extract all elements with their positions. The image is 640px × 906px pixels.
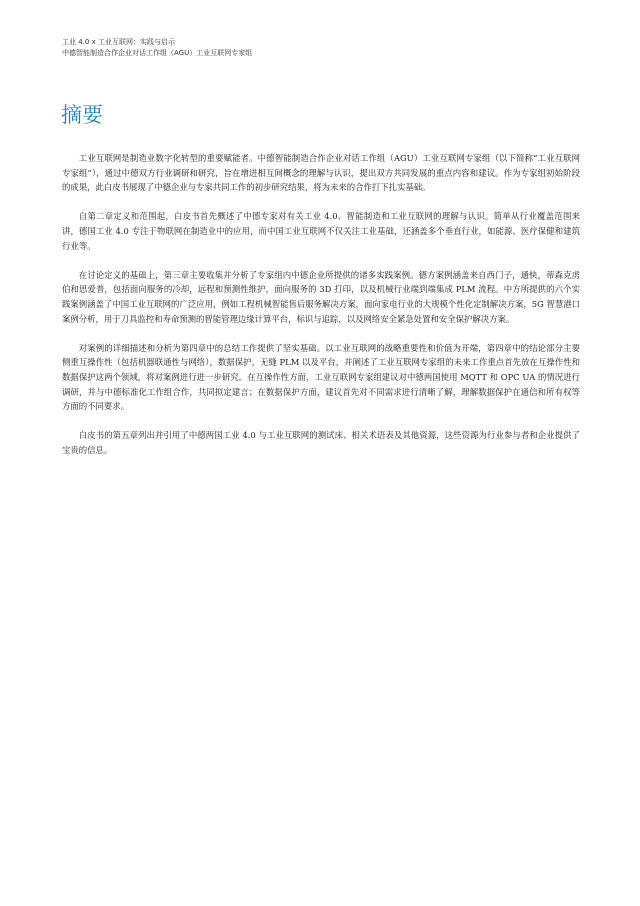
paragraph-chapter-5: 白皮书的第五章列出并引用了中德两国工业 4.0 与工业互联网的测试床、相关术语表及其他资源，这些资源为行业参与者和企业提供了宝贵的信息。 [62, 430, 580, 455]
paragraph-chapter-4: 对案例的详细描述和分析为第四章中的总结工作提供了坚实基础。以工业互联网的战略重要性和价值为开端，第四章中的结论部分主要侧重互操作性（包括机器联通性与网络），数据保护，无缝 PLM 以及平台，并阐述了工业互联网专家组的未来工作重点首先放在互操作性和数据保护这两个领域，将对案例进行进一步研究。在互操作性方面，工业互联网专家组建议对中德两国使用 MQTT 和 OPC UA 的情况进行调研，并与中德标准化工作组合作，共同拟定建言；在数据保护方面，建议首先对不同需求进行清晰了解，理解数据保护在通信和所有权等方面的不同要求。 [62, 342, 580, 412]
paragraph-chapter-3: 在讨论定义的基础上，第三章主要收集并分析了专家组内中德企业所提供的诸多实践案例。德方案例涵盖来自西门子，通快，蒂森克虏伯和思爱普，包括面向服务的冷却，远程和预测性维护，面向服务的 3D 打印，以及机械行业端到端集成 PLM 流程。中方所提供的六个实践案例涵盖了中国工业互联网的广泛应用，例如工程机械智能售后服务解决方案，面向家电行业的大规模个性化定制解决方案，5G 智慧港口案例分析，用于刀具监控和寿命预测的智能管理边缘计算平台，标识与追踪，以及网络安全紧急处置和安全保护解决方案。 [62, 269, 580, 324]
paragraph-chapter-2: 自第二章定义和范围起，白皮书首先概述了中德专家对有关工业 4.0、智能制造和工业互联网的理解与认识。简单从行业覆盖范围来讲，德国工业 4.0 专注于物联网在制造业中的应用，而中国工业互联网不仅关注工业基础，还涵盖多个垂直行业，如能源、医疗保健和建筑行业等。 [62, 211, 580, 251]
header-document-title: 工业 4.0 x 工业互联网：实践与启示 [62, 38, 175, 46]
summary-body [62, 151, 580, 472]
paragraph-intro: 工业互联网是制造业数字化转型的重要赋能者。中德智能制造合作企业对话工作组（AGU）工业互联网专家组（以下简称“工业互联网专家组”），通过中德双方行业调研和研究，旨在增进相互间概念的理解与认识，提出双方共同发展的重点内容和建议。作为专家组初始阶段的成果，此白皮书展现了中德企业与专家共同工作的初步研究结果，将为未来的合作打下扎实基础。 [62, 153, 580, 193]
header-organization: 中德智能制造合作企业对话工作组（AGU）工业互联网专家组 [62, 49, 253, 57]
running-header [62, 37, 252, 59]
section-title: 摘要 [61, 103, 103, 127]
